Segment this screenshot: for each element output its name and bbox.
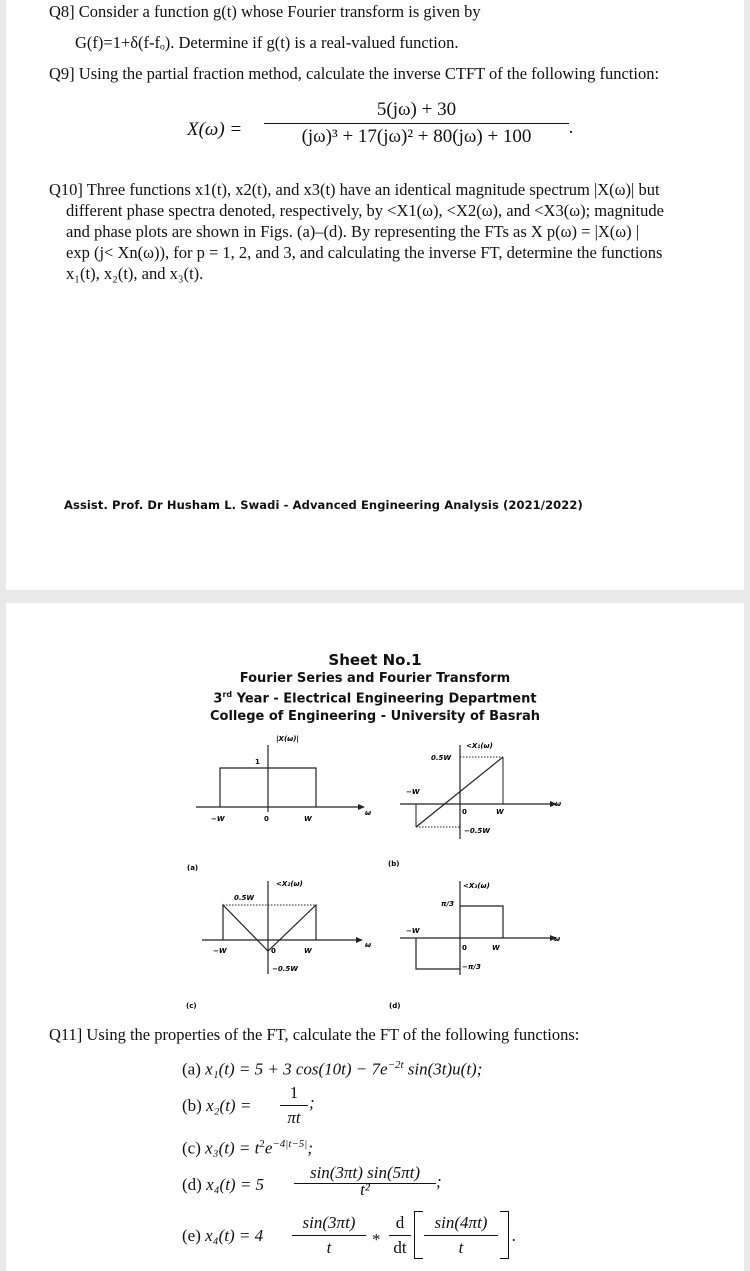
fig-b-zero: 0	[462, 808, 467, 816]
fig-b-tag: (b)	[388, 860, 400, 868]
q11-item-e-derivative: d dt	[389, 1213, 411, 1258]
sheet-department: 3rd Year - Electrical Engineering Department	[213, 690, 537, 707]
phase-magnitude-figures	[6, 723, 744, 1023]
q11-item-e-fraction-1: sin(3πt) t	[292, 1213, 366, 1258]
fig-d-w: W	[492, 944, 500, 952]
left-bracket	[414, 1211, 423, 1259]
fig-b-title: <X₁(ω)	[466, 742, 493, 750]
q11-item-a: (a) x₁(t) = 5 + 3 $\cos(10t) - 7e^{-2t}$ sin(3t)u(t);	[182, 1059, 483, 1079]
fig-b-neg-w: −W	[406, 788, 420, 796]
fig-d-neg-w: −W	[406, 927, 420, 935]
fig-d-bottom: −π/3	[462, 963, 481, 971]
q8-question-cont: G(f)=1+δ(f-fₒ). Determine if g(t) is a real-valued function.	[75, 33, 459, 52]
q10-line-3: and phase plots are shown in Figs. (a)–(d). By representing the FTs as X p(ω) = |X(ω) |	[66, 222, 640, 241]
q9-end: .	[569, 117, 574, 138]
fig-d-zero: 0	[462, 944, 467, 952]
fig-b-axis: ω	[555, 800, 562, 808]
sheet-subtitle: Fourier Series and Fourier Transform	[239, 671, 511, 686]
fig-b-w: W	[496, 808, 504, 816]
fig-a-one: 1	[255, 758, 260, 766]
fig-c-tag: (c)	[186, 1002, 197, 1010]
q11-item-d-fraction: sin(3πt) sin(5πt) t²	[294, 1163, 436, 1195]
sheet-college: College of Engineering - University of Basrah	[210, 709, 540, 724]
right-bracket	[500, 1211, 509, 1259]
q9-question: Q9] Using the partial fraction method, calculate the inverse CTFT of the following function:	[49, 64, 660, 83]
fig-d-axis: ω	[554, 935, 561, 943]
fig-d-top: π/3	[441, 900, 454, 908]
q11-item-e-fraction-2: sin(4πt) t	[424, 1213, 498, 1258]
q9-lhs: X(ω) =	[187, 119, 243, 140]
page-footer: Assist. Prof. Dr Husham L. Swadi - Advanced Engineering Analysis (2021/2022)	[64, 498, 583, 512]
q10-line-1: Q10] Three functions x1(t), x2(t), and x3(t) have an identical magnitude spectrum |X(ω)| but	[49, 180, 660, 199]
fig-c-w: W	[304, 947, 312, 955]
q11-item-e: (e) x₄(t) = 4	[182, 1226, 264, 1245]
figure-c	[186, 880, 371, 1010]
figure-d	[389, 881, 560, 1010]
q10-line-2: different phase spectra denoted, respectively, by <X1(ω), <X2(ω), and <X3(ω); magnitude	[66, 201, 664, 220]
q9-denominator: (jω)³ + 17(jω)² + 80(jω) + 100	[301, 126, 532, 147]
q11-item-b: (b) x₂(t) =	[182, 1096, 252, 1115]
q9-numerator: 5(jω) + 30	[376, 99, 457, 120]
figure-b	[388, 742, 561, 868]
q11-question: Q11] Using the properties of the FT, calculate the FT of the following functions:	[49, 1025, 580, 1044]
q11-item-b-end: ;	[309, 1093, 315, 1112]
q11-item-d-end: ;	[436, 1172, 442, 1191]
q10-line-5: x₁(t), x₂(t), and x₃(t).	[66, 264, 204, 283]
fig-c-bottom: −0.5W	[272, 965, 298, 973]
fig-c-zero: 0	[271, 947, 276, 955]
q11-item-e-end: .	[512, 1226, 517, 1245]
fig-a-zero: 0	[264, 815, 269, 823]
fig-c-axis: ω	[365, 941, 372, 949]
fig-a-w: W	[304, 815, 312, 823]
fig-a-axis: ω	[365, 809, 372, 817]
page-2	[6, 603, 744, 1271]
q11-item-d: (d) x₄(t) = 5	[182, 1175, 265, 1194]
fig-d-title: <X₃(ω)	[463, 882, 490, 890]
figure-a	[187, 735, 371, 872]
q11-item-c: (c) $x_3(t) = t^2e^{-4|t-5|}$;	[182, 1138, 313, 1158]
fig-a-title: |X(ω)|	[276, 735, 299, 743]
fig-b-bottom: −0.5W	[464, 827, 490, 835]
q8-question: Q8] Consider a function g(t) whose Fourier transform is given by	[49, 2, 481, 21]
q10-line-4: exp (j< Xn(ω)), for p = 1, 2, and 3, and calculating the inverse FT, determine the functions	[66, 243, 663, 262]
fig-c-top: 0.5W	[234, 894, 255, 902]
fig-b-top: 0.5W	[431, 754, 452, 762]
fig-a-neg-w: −W	[211, 815, 225, 823]
fig-c-title: <X₂(ω)	[276, 880, 303, 888]
sheet-title: Sheet No.1	[328, 651, 422, 669]
fig-d-tag: (d)	[389, 1002, 401, 1010]
page-1	[6, 0, 744, 590]
fig-a-tag: (a)	[187, 864, 199, 872]
q11-item-e-convolution: *	[372, 1230, 381, 1249]
q11-item-b-fraction: 1 πt	[280, 1083, 308, 1128]
fig-c-neg-w: −W	[213, 947, 227, 955]
q9-fraction	[264, 99, 569, 148]
